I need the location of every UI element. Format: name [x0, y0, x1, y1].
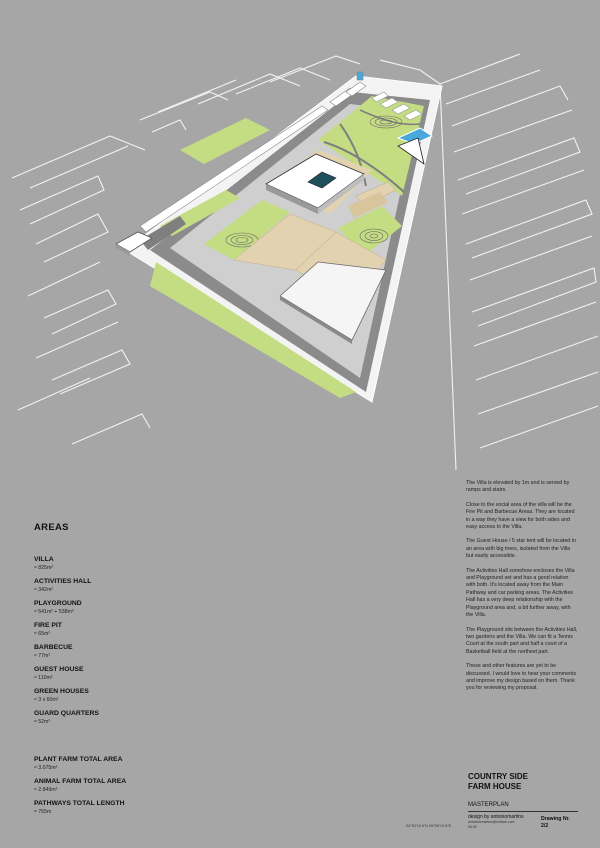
area-value: ≈ 825m²	[34, 565, 53, 571]
area-guest-house	[34, 665, 234, 682]
total-label: PLANT FARM TOTAL AREA	[34, 756, 123, 763]
description-paragraph: The Villa is elevated by 1m and is served by ramps and stairs.	[466, 480, 570, 494]
area-value: ≈ 110m²	[34, 675, 53, 681]
description-paragraph: Close to the social area of the villa will be the Fire Pit and Barbecue Areas. They are located in a way they have a view for both sides and easy access to the Villa.	[466, 501, 575, 531]
areas-panel	[34, 522, 234, 821]
area-value: ≈ 541m² + 538m²	[34, 609, 74, 615]
total-animal-farm	[34, 777, 234, 794]
credit-designer: design by antoniomartins	[468, 814, 524, 820]
area-label: ACTIVITIES HALL	[34, 578, 92, 585]
area-label: GUARD QUARTERS	[34, 710, 99, 717]
area-value: ≈ 3 x 60m²	[34, 697, 59, 703]
area-value: ≈ 342m²	[34, 587, 53, 593]
project-title-line2: FARM HOUSE	[468, 782, 522, 791]
total-value: ≈ 2.849m²	[34, 787, 58, 793]
area-label: VILLA	[34, 556, 54, 563]
total-plant-farm	[34, 755, 234, 772]
area-barbecue	[34, 643, 234, 660]
area-label: GREEN HOUSES	[34, 688, 89, 695]
description-paragraph: The Activities Hall somehow encloses the Villa and Playground set and has a good relation with both. It's located away from the Main Pathway and car parking areas. The Activities Hall has a very deep relationship with the Playground area and, a bit further away, with the Villa.	[466, 567, 575, 619]
drawing-number-value: 2/2	[541, 823, 549, 829]
drawing-number	[541, 816, 570, 830]
total-value: ≈ 765m	[34, 809, 52, 815]
site-coordinates: 24°52'10.9"N 55°59'19.6"E	[406, 824, 452, 828]
area-value: ≈ 77m²	[34, 653, 51, 659]
description-paragraph: The Playground sits between the Activities Hall, two gardens and the Villa. We can fit a Tennis Court at the south part and half a court of a Basketball field at the northest part.	[466, 626, 578, 655]
credit-email: antonioivmartins@outlook.com	[468, 820, 515, 824]
area-label: GUEST HOUSE	[34, 666, 84, 673]
area-activities-hall	[34, 577, 234, 594]
total-label: PATHWAYS TOTAL LENGTH	[34, 800, 125, 807]
credit-date: 06.09	[468, 824, 477, 829]
area-fire-pit	[34, 621, 234, 638]
area-label: FIRE PIT	[34, 622, 62, 629]
drawing-subtitle: MASTERPLAN	[468, 802, 509, 808]
area-villa	[34, 555, 234, 572]
area-value: ≈ 52m²	[34, 719, 51, 725]
area-playground	[34, 599, 234, 616]
total-pathways-length	[34, 799, 234, 816]
area-label: PLAYGROUND	[34, 600, 82, 607]
designer-credit	[468, 814, 524, 829]
design-description	[466, 480, 578, 700]
area-green-houses	[34, 687, 234, 704]
title-block	[468, 772, 583, 808]
drawing-number-label: Drawing Nr.	[541, 816, 570, 822]
description-paragraph: These and other features are yet to be discussed. I would love to hear your comments and improve my design based on them. Thank you for reviewing my proposal.	[466, 663, 577, 692]
project-title-line1: COUNTRY SIDE	[468, 772, 529, 781]
title-divider	[468, 811, 578, 812]
total-value: ≈ 3.075m²	[34, 765, 58, 771]
areas-heading: AREAS	[34, 522, 69, 533]
description-paragraph: The Guest House / 5 star tent will be located in an area with big trees, isolated from the Villa but easily accessible.	[466, 538, 576, 560]
area-label: BARBECUE	[34, 644, 73, 651]
area-value: ≈ 65m²	[34, 631, 51, 637]
area-guard-quarters	[34, 709, 234, 726]
total-label: ANIMAL FARM TOTAL AREA	[34, 778, 127, 785]
